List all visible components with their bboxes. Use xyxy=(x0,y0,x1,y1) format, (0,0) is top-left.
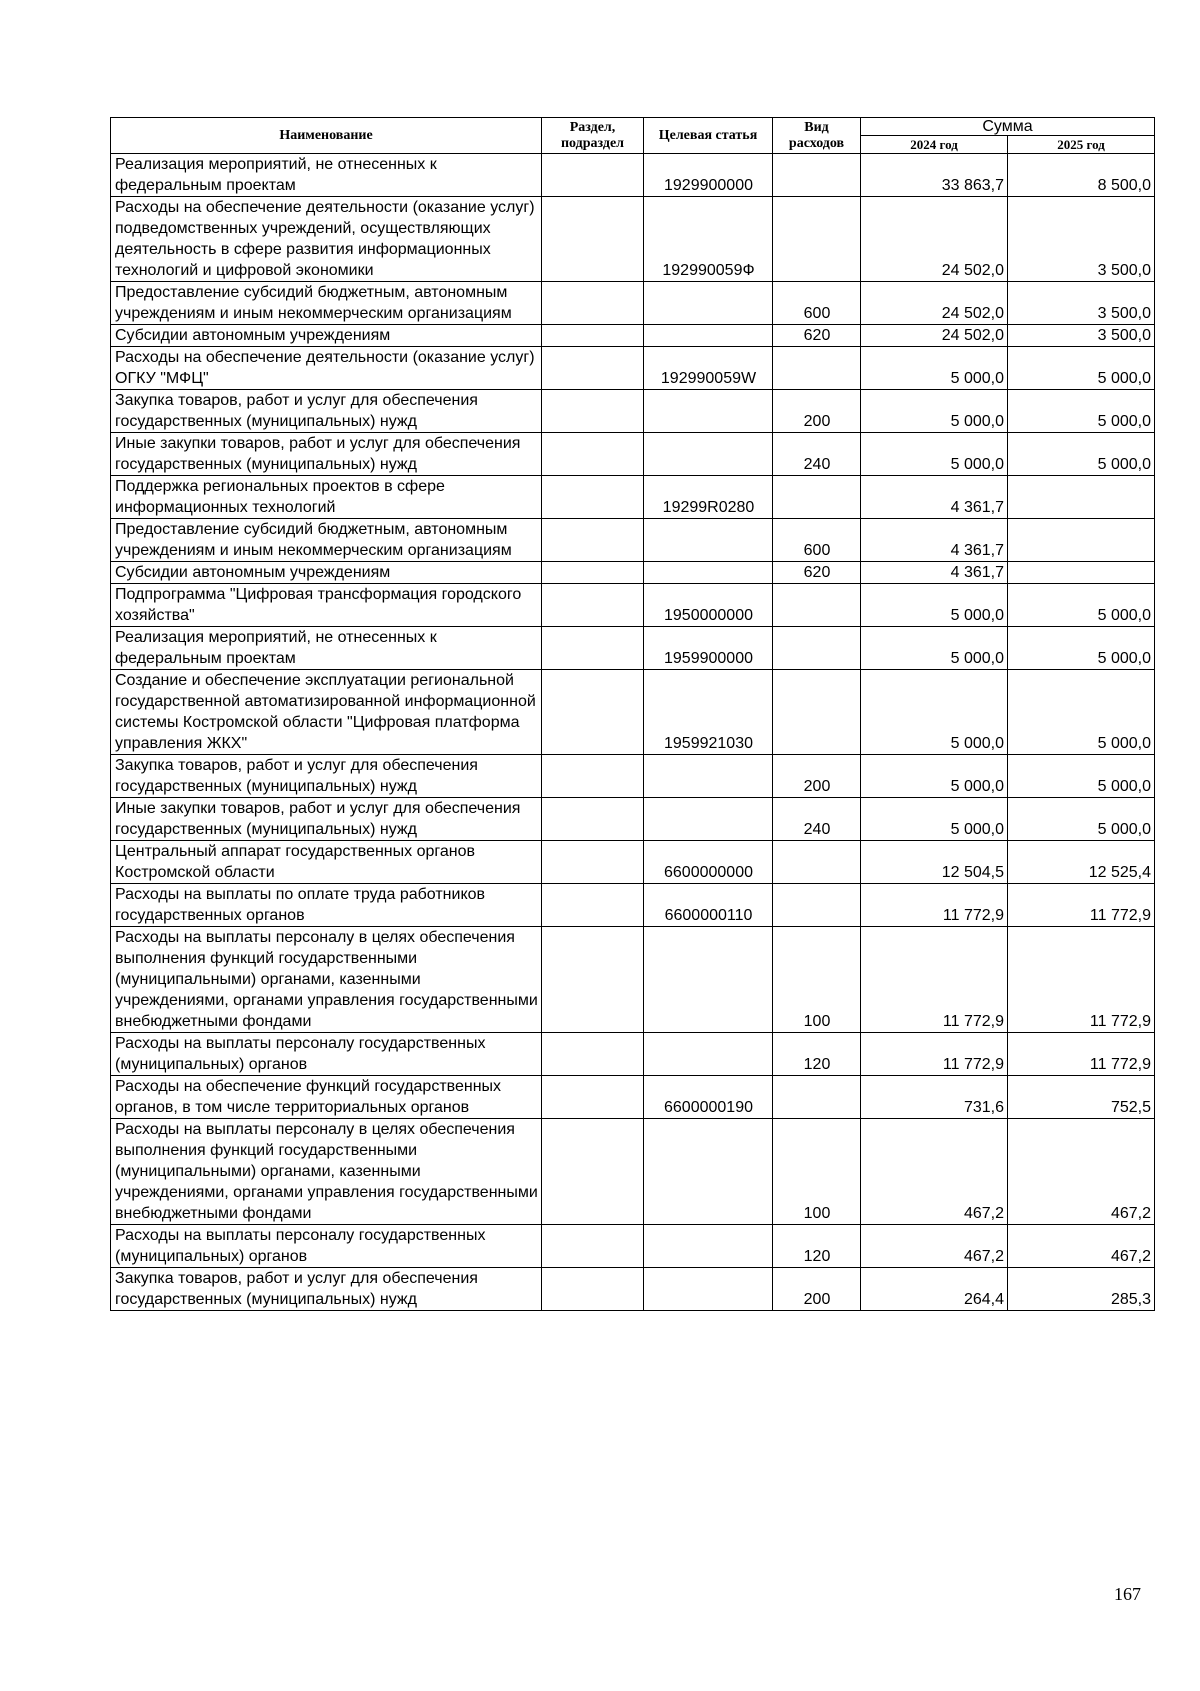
cell-name: Предоставление субсидий бюджетным, автономным учреждениям и иным некоммерческим организациям xyxy=(111,519,542,562)
table-row xyxy=(111,755,1155,798)
table-row xyxy=(111,347,1155,390)
budget-table xyxy=(110,117,1155,1311)
cell-expense-type: 200 xyxy=(773,1268,861,1311)
cell-expense-type xyxy=(773,1076,861,1119)
cell-section xyxy=(542,670,644,755)
cell-name: Иные закупки товаров, работ и услуг для обеспечения государственных (муниципальных) нужд xyxy=(111,798,542,841)
table-header xyxy=(111,118,1155,154)
cell-name: Расходы на выплаты по оплате труда работников государственных органов xyxy=(111,884,542,927)
cell-expense-type xyxy=(773,884,861,927)
header-name: Наименование xyxy=(111,118,542,154)
cell-sum-2025: 5 000,0 xyxy=(1008,584,1155,627)
cell-section xyxy=(542,584,644,627)
cell-sum-2025: 12 525,4 xyxy=(1008,841,1155,884)
cell-target: 6600000110 xyxy=(644,884,773,927)
cell-section xyxy=(542,927,644,1033)
cell-target: 1929900000 xyxy=(644,154,773,197)
cell-expense-type xyxy=(773,841,861,884)
cell-section xyxy=(542,1033,644,1076)
cell-sum-2025: 5 000,0 xyxy=(1008,798,1155,841)
cell-section xyxy=(542,562,644,584)
cell-expense-type xyxy=(773,154,861,197)
cell-name: Расходы на выплаты персоналу в целях обеспечения выполнения функций государственными (муниципальными) органами, казенными учреждениями, органами управления государственными внебюджетными фондами xyxy=(111,1119,542,1225)
cell-name: Расходы на обеспечение функций государственных органов, в том числе территориальных органов xyxy=(111,1076,542,1119)
table-row xyxy=(111,927,1155,1033)
table-row xyxy=(111,798,1155,841)
cell-sum-2024: 5 000,0 xyxy=(861,390,1008,433)
cell-name: Иные закупки товаров, работ и услуг для обеспечения государственных (муниципальных) нужд xyxy=(111,433,542,476)
table-row xyxy=(111,884,1155,927)
cell-expense-type: 120 xyxy=(773,1225,861,1268)
cell-expense-type xyxy=(773,670,861,755)
cell-sum-2025: 5 000,0 xyxy=(1008,390,1155,433)
cell-expense-type: 600 xyxy=(773,282,861,325)
table-row xyxy=(111,1225,1155,1268)
cell-section xyxy=(542,1076,644,1119)
cell-target: 1959921030 xyxy=(644,670,773,755)
table-row xyxy=(111,670,1155,755)
cell-section xyxy=(542,519,644,562)
cell-name: Субсидии автономным учреждениям xyxy=(111,325,542,347)
cell-section xyxy=(542,325,644,347)
cell-expense-type: 120 xyxy=(773,1033,861,1076)
cell-sum-2025: 5 000,0 xyxy=(1008,347,1155,390)
table-row xyxy=(111,476,1155,519)
cell-name: Центральный аппарат государственных органов Костромской области xyxy=(111,841,542,884)
cell-sum-2025: 11 772,9 xyxy=(1008,927,1155,1033)
cell-section xyxy=(542,347,644,390)
cell-target xyxy=(644,325,773,347)
cell-target xyxy=(644,798,773,841)
cell-sum-2025: 467,2 xyxy=(1008,1225,1155,1268)
cell-target xyxy=(644,755,773,798)
table-row xyxy=(111,1076,1155,1119)
cell-name: Субсидии автономным учреждениям xyxy=(111,562,542,584)
cell-expense-type: 100 xyxy=(773,927,861,1033)
cell-sum-2024: 5 000,0 xyxy=(861,798,1008,841)
table-row xyxy=(111,433,1155,476)
cell-expense-type: 240 xyxy=(773,433,861,476)
table-row xyxy=(111,519,1155,562)
header-expense-type: Вид расходов xyxy=(773,118,861,154)
cell-sum-2025: 5 000,0 xyxy=(1008,755,1155,798)
cell-expense-type: 100 xyxy=(773,1119,861,1225)
cell-target: 1950000000 xyxy=(644,584,773,627)
cell-section xyxy=(542,476,644,519)
cell-sum-2024: 11 772,9 xyxy=(861,884,1008,927)
header-sum: Сумма xyxy=(861,118,1155,136)
cell-sum-2025: 285,3 xyxy=(1008,1268,1155,1311)
header-year-2025: 2025 год xyxy=(1008,136,1155,154)
cell-sum-2025 xyxy=(1008,562,1155,584)
cell-sum-2025: 5 000,0 xyxy=(1008,627,1155,670)
cell-expense-type xyxy=(773,627,861,670)
cell-name: Подпрограмма "Цифровая трансформация городского хозяйства" xyxy=(111,584,542,627)
cell-sum-2024: 11 772,9 xyxy=(861,1033,1008,1076)
cell-sum-2025: 752,5 xyxy=(1008,1076,1155,1119)
table-row xyxy=(111,154,1155,197)
cell-name: Предоставление субсидий бюджетным, автономным учреждениям и иным некоммерческим организациям xyxy=(111,282,542,325)
cell-sum-2025: 8 500,0 xyxy=(1008,154,1155,197)
cell-name: Реализация мероприятий, не отнесенных к федеральным проектам xyxy=(111,154,542,197)
cell-section xyxy=(542,390,644,433)
cell-sum-2024: 24 502,0 xyxy=(861,197,1008,282)
cell-target: 6600000000 xyxy=(644,841,773,884)
table-row xyxy=(111,627,1155,670)
cell-sum-2025: 11 772,9 xyxy=(1008,1033,1155,1076)
cell-sum-2025: 3 500,0 xyxy=(1008,325,1155,347)
cell-name: Расходы на обеспечение деятельности (оказание услуг) ОГКУ "МФЦ" xyxy=(111,347,542,390)
cell-section xyxy=(542,1268,644,1311)
cell-expense-type xyxy=(773,584,861,627)
cell-name: Расходы на обеспечение деятельности (оказание услуг) подведомственных учреждений, осуществляющих деятельность в сфере развития информационных технологий и цифровой экономики xyxy=(111,197,542,282)
cell-name: Закупка товаров, работ и услуг для обеспечения государственных (муниципальных) нужд xyxy=(111,755,542,798)
cell-section xyxy=(542,197,644,282)
table-row xyxy=(111,1033,1155,1076)
cell-target xyxy=(644,519,773,562)
cell-sum-2024: 467,2 xyxy=(861,1119,1008,1225)
table-body xyxy=(111,154,1155,1311)
cell-target xyxy=(644,390,773,433)
cell-sum-2025 xyxy=(1008,476,1155,519)
cell-target xyxy=(644,1268,773,1311)
cell-target: 1959900000 xyxy=(644,627,773,670)
cell-name: Реализация мероприятий, не отнесенных к федеральным проектам xyxy=(111,627,542,670)
cell-sum-2024: 11 772,9 xyxy=(861,927,1008,1033)
cell-target: 19299R0280 xyxy=(644,476,773,519)
table-row xyxy=(111,197,1155,282)
cell-expense-type xyxy=(773,347,861,390)
cell-sum-2025: 3 500,0 xyxy=(1008,197,1155,282)
cell-section xyxy=(542,1119,644,1225)
cell-target xyxy=(644,282,773,325)
page-number: 167 xyxy=(1114,1584,1141,1604)
cell-sum-2024: 33 863,7 xyxy=(861,154,1008,197)
header-target: Целевая статья xyxy=(644,118,773,154)
table-row xyxy=(111,584,1155,627)
table-row xyxy=(111,562,1155,584)
cell-sum-2024: 5 000,0 xyxy=(861,584,1008,627)
cell-section xyxy=(542,884,644,927)
cell-expense-type: 600 xyxy=(773,519,861,562)
cell-sum-2024: 4 361,7 xyxy=(861,519,1008,562)
cell-name: Закупка товаров, работ и услуг для обеспечения государственных (муниципальных) нужд xyxy=(111,390,542,433)
header-section: Раздел, подраздел xyxy=(542,118,644,154)
cell-expense-type: 620 xyxy=(773,562,861,584)
cell-sum-2025: 5 000,0 xyxy=(1008,433,1155,476)
cell-sum-2025: 467,2 xyxy=(1008,1119,1155,1225)
cell-sum-2024: 5 000,0 xyxy=(861,670,1008,755)
cell-sum-2024: 5 000,0 xyxy=(861,347,1008,390)
cell-name: Расходы на выплаты персоналу в целях обеспечения выполнения функций государственными (муниципальными) органами, казенными учреждениями, органами управления государственными внебюджетными фондами xyxy=(111,927,542,1033)
cell-target: 192990059Ф xyxy=(644,197,773,282)
cell-expense-type xyxy=(773,197,861,282)
cell-section xyxy=(542,627,644,670)
cell-target xyxy=(644,1033,773,1076)
cell-sum-2024: 264,4 xyxy=(861,1268,1008,1311)
cell-name: Создание и обеспечение эксплуатации региональной государственной автоматизированной информационной системы Костромской области "Цифровая платформа управления ЖКХ" xyxy=(111,670,542,755)
cell-sum-2024: 24 502,0 xyxy=(861,325,1008,347)
cell-sum-2024: 5 000,0 xyxy=(861,627,1008,670)
cell-sum-2024: 731,6 xyxy=(861,1076,1008,1119)
table-row xyxy=(111,390,1155,433)
cell-sum-2024: 467,2 xyxy=(861,1225,1008,1268)
header-year-2024: 2024 год xyxy=(861,136,1008,154)
cell-sum-2024: 12 504,5 xyxy=(861,841,1008,884)
cell-target: 192990059W xyxy=(644,347,773,390)
cell-name: Поддержка региональных проектов в сфере информационных технологий xyxy=(111,476,542,519)
cell-section xyxy=(542,841,644,884)
cell-target xyxy=(644,562,773,584)
cell-target xyxy=(644,433,773,476)
table-row xyxy=(111,841,1155,884)
cell-sum-2025: 5 000,0 xyxy=(1008,670,1155,755)
cell-sum-2024: 4 361,7 xyxy=(861,476,1008,519)
table-row xyxy=(111,282,1155,325)
cell-sum-2024: 24 502,0 xyxy=(861,282,1008,325)
cell-target: 6600000190 xyxy=(644,1076,773,1119)
cell-sum-2025: 3 500,0 xyxy=(1008,282,1155,325)
table-row xyxy=(111,325,1155,347)
cell-expense-type: 620 xyxy=(773,325,861,347)
cell-sum-2025: 11 772,9 xyxy=(1008,884,1155,927)
cell-expense-type: 200 xyxy=(773,390,861,433)
cell-target xyxy=(644,927,773,1033)
table-row xyxy=(111,1268,1155,1311)
cell-sum-2025 xyxy=(1008,519,1155,562)
cell-name: Расходы на выплаты персоналу государственных (муниципальных) органов xyxy=(111,1225,542,1268)
cell-section xyxy=(542,798,644,841)
cell-name: Закупка товаров, работ и услуг для обеспечения государственных (муниципальных) нужд xyxy=(111,1268,542,1311)
cell-section xyxy=(542,282,644,325)
cell-expense-type: 200 xyxy=(773,755,861,798)
cell-sum-2024: 4 361,7 xyxy=(861,562,1008,584)
cell-section xyxy=(542,1225,644,1268)
cell-section xyxy=(542,755,644,798)
cell-name: Расходы на выплаты персоналу государственных (муниципальных) органов xyxy=(111,1033,542,1076)
cell-expense-type: 240 xyxy=(773,798,861,841)
cell-sum-2024: 5 000,0 xyxy=(861,433,1008,476)
cell-section xyxy=(542,433,644,476)
cell-target xyxy=(644,1119,773,1225)
table-row xyxy=(111,1119,1155,1225)
cell-expense-type xyxy=(773,476,861,519)
cell-target xyxy=(644,1225,773,1268)
cell-section xyxy=(542,154,644,197)
cell-sum-2024: 5 000,0 xyxy=(861,755,1008,798)
